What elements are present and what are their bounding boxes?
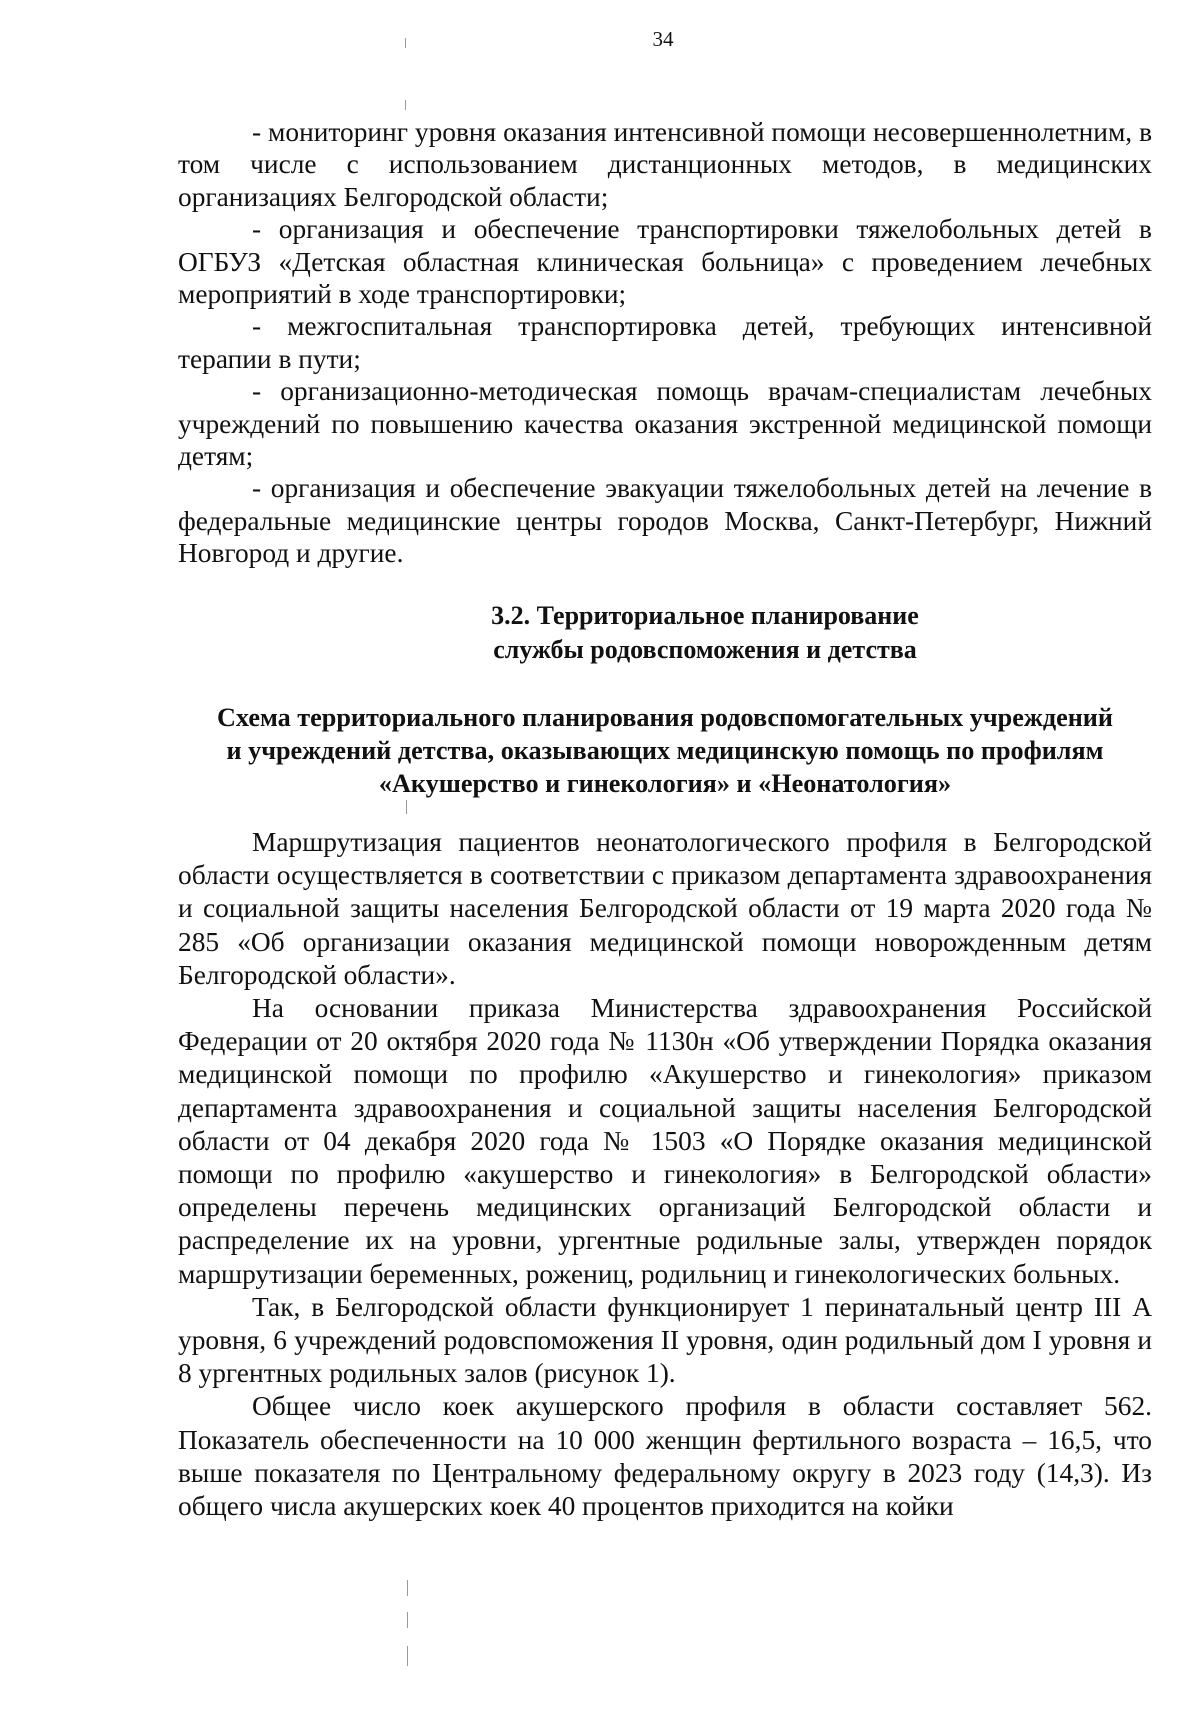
body-paragraphs bbox=[178, 826, 1152, 1523]
list-item: - межгоспитальная транспортировка детей, требующих интенсивной терапии в пути; bbox=[178, 311, 1152, 374]
scheme-heading-line: и учреждений детства, оказывающих медицинскую помощь по профилям bbox=[226, 736, 1104, 765]
list-item: - организационно-методическая помощь врачам-специалистам лечебных учреждений по повышению качества оказания экстренной медицинской помощи детям; bbox=[178, 376, 1152, 472]
paragraph: Общее число коек акушерского профиля в области составляет 562. Показатель обеспеченности на 10 000 женщин фертильного возраста – 16,5, что выше показателя по Центральному федеральному округу в 2023 году (14,3). Из общего числа акушерских коек 40 процентов приходится на койки bbox=[178, 1391, 1152, 1522]
scan-mark bbox=[407, 1646, 408, 1666]
scheme-heading bbox=[178, 701, 1152, 800]
list-of-activities bbox=[178, 116, 1152, 570]
list-item: - мониторинг уровня оказания интенсивной помощи несовершеннолетним, в том числе с использованием дистанционных методов, в медицинских организациях Белгородской области; bbox=[178, 117, 1152, 212]
paragraph: Так, в Белгородской области функционирует 1 перинатальный центр III А уровня, 6 учреждений родовспоможения II уровня, один родильный дом I уровня и 8 ургентных родильных залов (рисунок 1). bbox=[178, 1291, 1152, 1389]
paragraph: На основании приказа Министерства здравоохранения Российской Федерации от 20 октября 2020 года № 1130н «Об утверждении Порядка оказания медицинской помощи по профилю «Акушерство и гинекология» приказом департамента здравоохранения и социальной защиты населения Белгородской области от 04 декабря 2020 года № 1503 «О Порядке оказания медицинской помощи по профилю «акушерство и гинекология» в Белгородской области» определены перечень медицинских организаций Белгородской области и распределение их на уровни, ургентные родильные залы, утвержден порядок маршрутизации беременных, рожениц, родильниц и гинекологических больных. bbox=[178, 993, 1152, 1289]
scheme-heading-line: «Акушерство и гинекология» и «Неонатология» bbox=[378, 769, 952, 798]
paragraph: Маршрутизация пациентов неонатологического профиля в Белгородской области осуществляется в соответствии с приказом департамента здравоохранения и социальной защиты населения Белгородской области от 19 марта 2020 года № 285 «Об организации оказания медицинской помощи новорожденным детям Белгородской области». bbox=[178, 827, 1152, 990]
section-heading-line: 3.2. Территориальное планирование bbox=[491, 601, 919, 630]
page-number: 34 bbox=[652, 27, 674, 51]
list-item: - организация и обеспечение транспортировки тяжелобольных детей в ОГБУЗ «Детская областная клиническая больница» с проведением лечебных мероприятий в ходе транспортировки; bbox=[178, 214, 1152, 310]
section-heading bbox=[178, 599, 1152, 667]
scan-mark bbox=[407, 1580, 408, 1596]
scan-mark bbox=[407, 1612, 408, 1628]
scan-mark bbox=[405, 38, 406, 48]
section-heading-line: службы родовспоможения и детства bbox=[493, 635, 917, 664]
scheme-heading-line: Схема территориального планирования родовспомогательных учреждений bbox=[217, 703, 1113, 732]
scan-mark bbox=[405, 100, 406, 110]
list-item: - организация и обеспечение эвакуации тяжелобольных детей на лечение в федеральные медицинские центры городов Москва, Санкт-Петербург, Нижний Новгород и другие. bbox=[178, 473, 1152, 569]
scan-mark bbox=[406, 800, 407, 814]
